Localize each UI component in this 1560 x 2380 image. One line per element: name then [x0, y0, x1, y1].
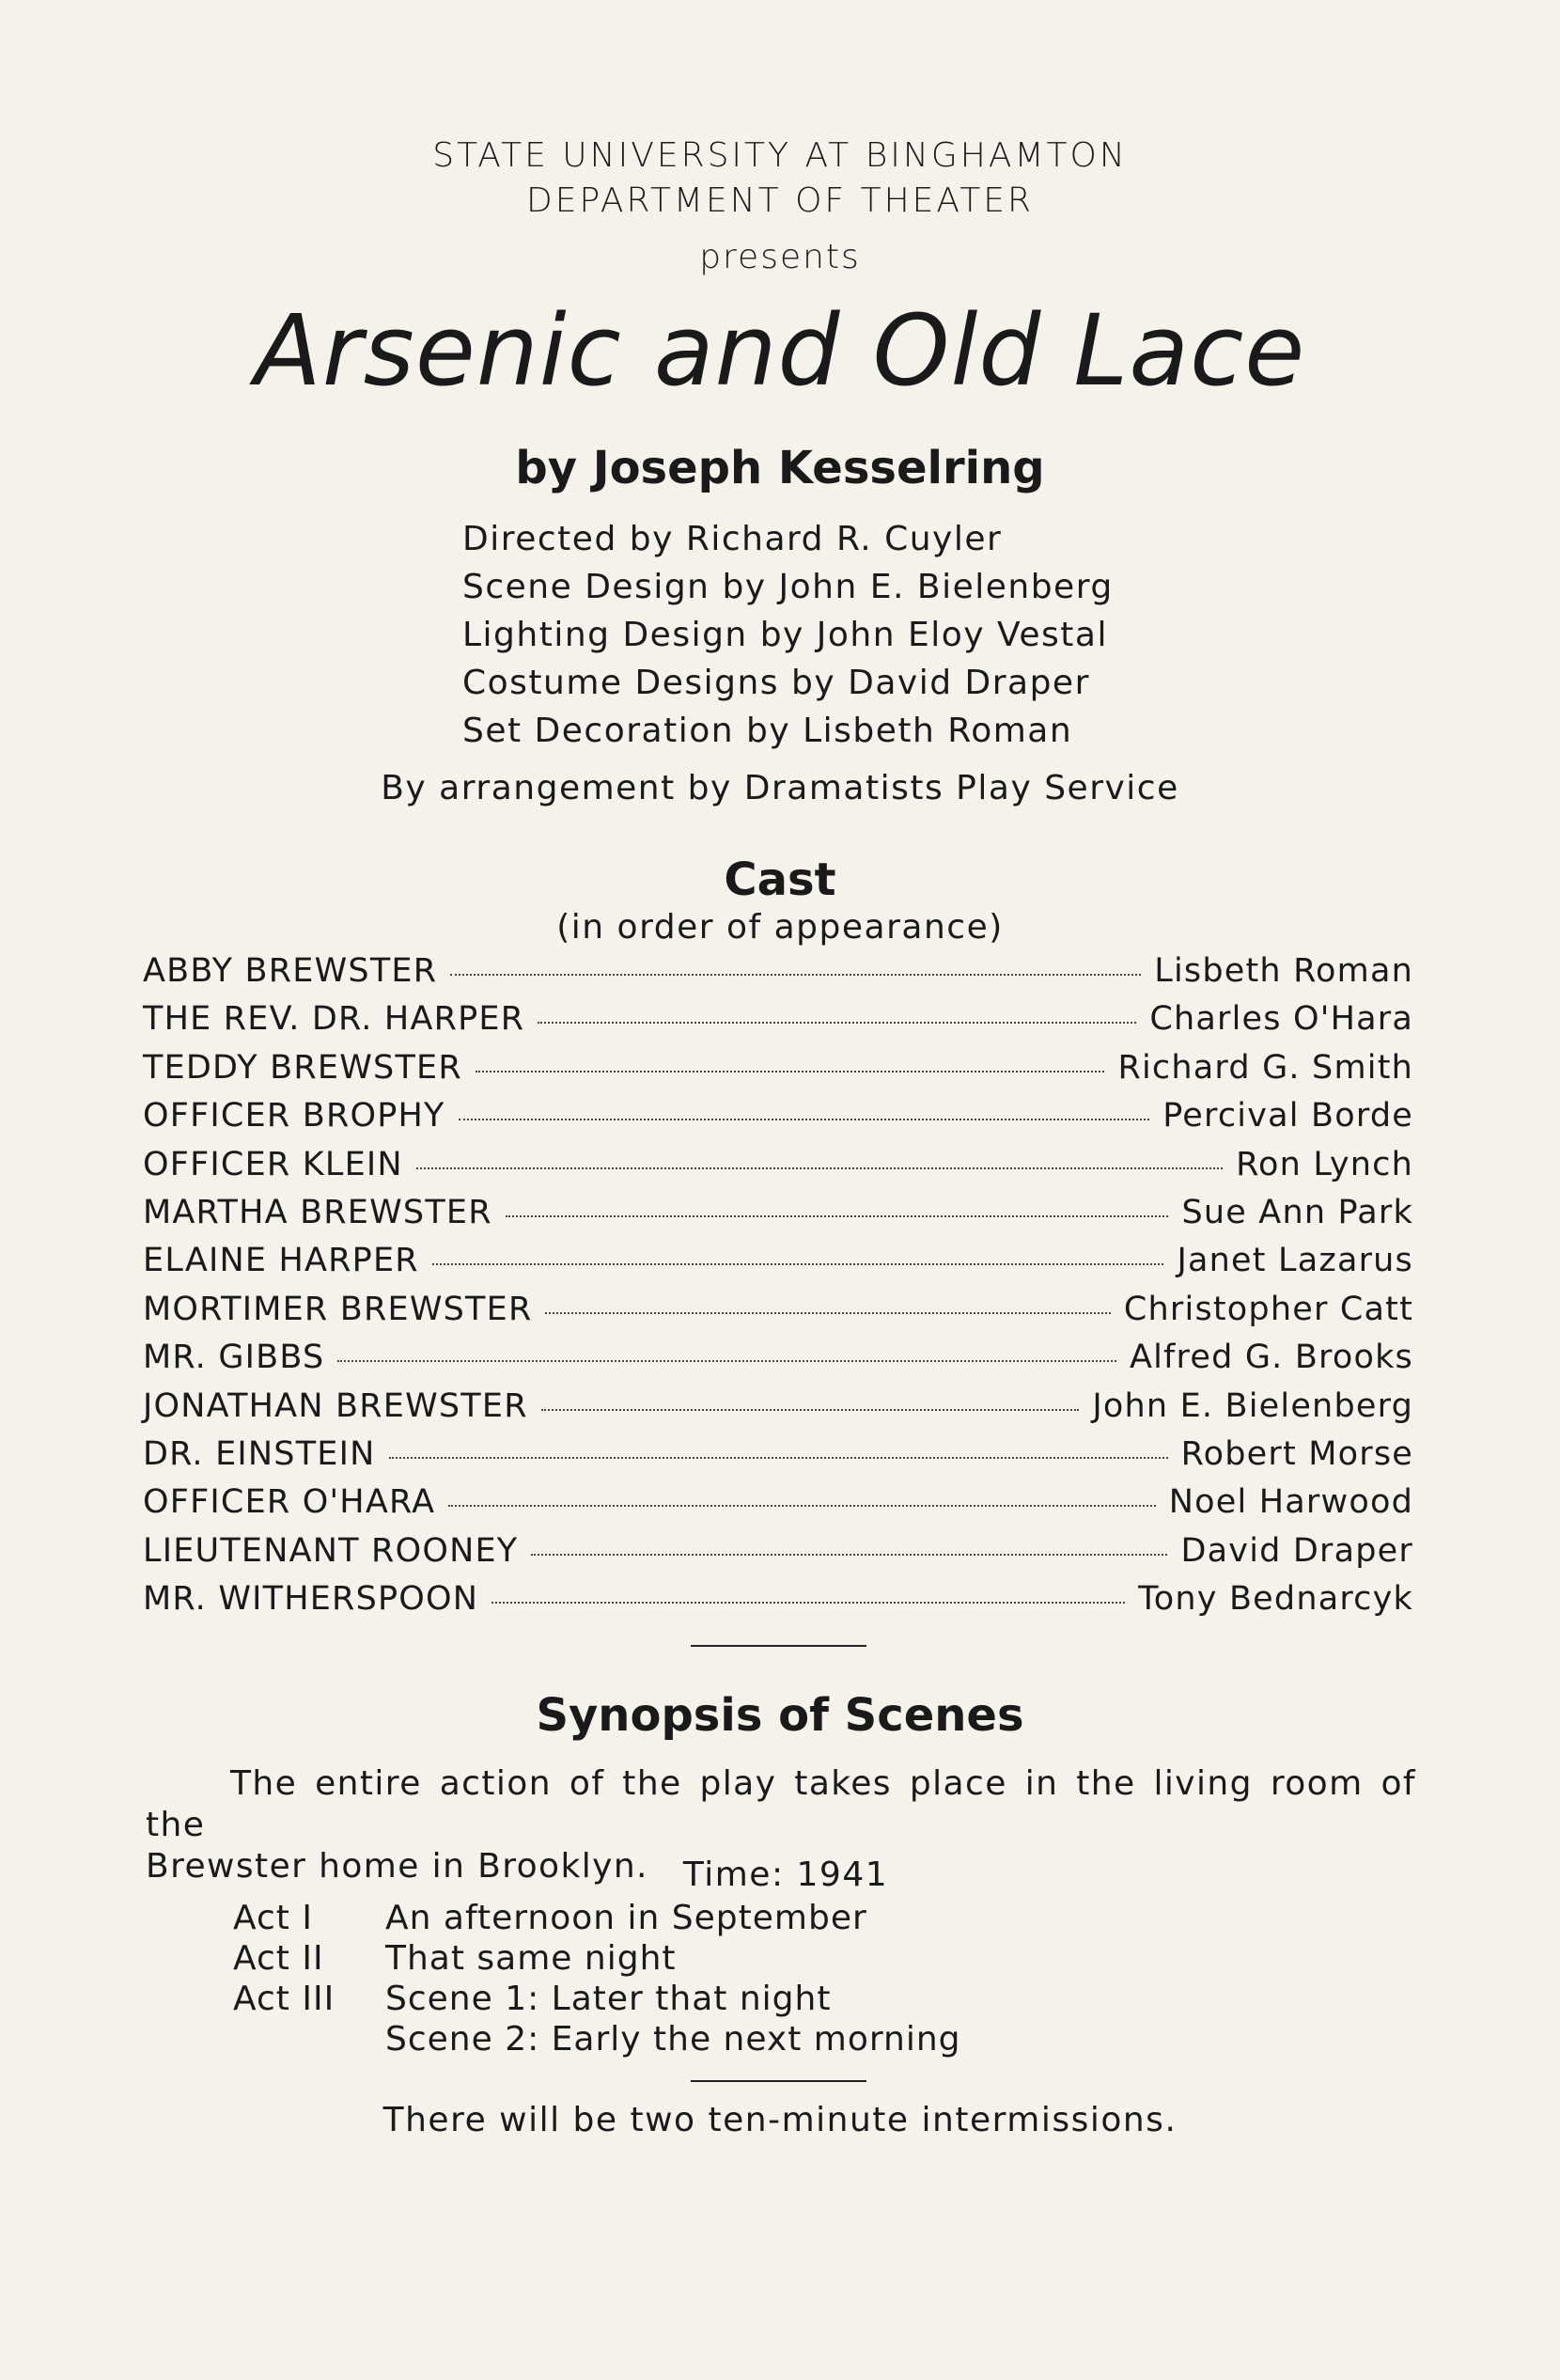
cast-row [143, 1580, 1413, 1628]
dot-leader [538, 1022, 1136, 1024]
cast-actor: Richard G. Smith [1117, 1048, 1413, 1087]
act-description: That same night [385, 1939, 677, 1978]
cast-row [143, 952, 1413, 1000]
credit-set-decoration: Set Decoration by Lisbeth Roman [462, 712, 1073, 750]
cast-role: ABBY BREWSTER [143, 952, 438, 990]
dot-leader [541, 1409, 1080, 1411]
cast-actor: David Draper [1180, 1531, 1413, 1570]
cast-row [143, 1532, 1413, 1580]
cast-actor: Sue Ann Park [1181, 1193, 1413, 1231]
cast-role: ELAINE HARPER [143, 1242, 419, 1280]
presents-text: presents [699, 238, 861, 276]
cast-role: DR. EINSTEIN [143, 1434, 376, 1473]
cast-actor: Noel Harwood [1168, 1483, 1413, 1522]
act-label: Act III [233, 1980, 335, 2018]
cast-row [143, 1097, 1413, 1145]
cast-list [143, 952, 1413, 1628]
dot-leader [432, 1263, 1164, 1265]
act-description: An afternoon in September [385, 1899, 867, 1937]
cast-role: OFFICER KLEIN [143, 1145, 403, 1183]
dot-leader [448, 1505, 1156, 1507]
cast-role: MARTHA BREWSTER [143, 1193, 492, 1231]
dot-leader [476, 1071, 1105, 1073]
credit-costume-design: Costume Designs by David Draper [462, 664, 1090, 702]
intermission-note: There will be two ten-minute intermissions. [382, 2101, 1178, 2139]
synopsis-heading: Synopsis of Scenes [536, 1689, 1024, 1742]
cast-role: JONATHAN BREWSTER [143, 1386, 528, 1425]
act-label: Act II [233, 1939, 324, 1978]
credit-lighting-design: Lighting Design by John Eloy Vestal [462, 616, 1108, 654]
cast-actor: Christopher Catt [1123, 1290, 1413, 1328]
cast-row [143, 1435, 1413, 1483]
act-label [233, 2020, 385, 2060]
act-label: Act I [233, 1899, 313, 1937]
divider-rule [691, 1645, 866, 1647]
play-author: by Joseph Kesselring [515, 442, 1045, 494]
cast-row [143, 1146, 1413, 1194]
act-list [233, 1899, 961, 2060]
play-title: Arsenic and Old Lace [254, 293, 1306, 408]
synopsis-line-1: The entire action of the play takes place in the living room of the [146, 1764, 1416, 1844]
cast-row [143, 1339, 1413, 1386]
cast-actor: Lisbeth Roman [1154, 952, 1413, 990]
dot-leader [450, 974, 1141, 976]
act-row [233, 2020, 961, 2060]
cast-actor: Charles O'Hara [1149, 1000, 1413, 1039]
cast-subheading: (in order of appearance) [556, 908, 1004, 947]
cast-role: MR. GIBBS [143, 1339, 325, 1377]
synopsis-line-2: Brewster home in Brooklyn. [146, 1847, 648, 1886]
act-description: Scene 1: Later that night [385, 1980, 832, 2018]
cast-heading: Cast [724, 853, 836, 906]
cast-row [143, 1291, 1413, 1339]
act-row [233, 1899, 961, 1939]
cast-actor: Janet Lazarus [1177, 1242, 1413, 1280]
cast-actor: Robert Morse [1180, 1434, 1413, 1473]
divider-rule [691, 2080, 866, 2082]
cast-row [143, 1049, 1413, 1097]
act-row [233, 1939, 961, 1980]
credit-scene-design: Scene Design by John E. Bielenberg [462, 568, 1114, 606]
dot-leader [337, 1360, 1116, 1362]
cast-actor: Ron Lynch [1236, 1145, 1413, 1183]
act-description: Scene 2: Early the next morning [385, 2020, 961, 2059]
arrangement-note: By arrangement by Dramatists Play Service [381, 769, 1179, 807]
synopsis-time: Time: 1941 [682, 1855, 889, 1894]
cast-actor: Alfred G. Brooks [1129, 1339, 1413, 1377]
cast-row [143, 1242, 1413, 1290]
cast-role: TEDDY BREWSTER [143, 1048, 462, 1087]
cast-role: OFFICER BROPHY [143, 1097, 445, 1135]
dot-leader [545, 1312, 1110, 1314]
cast-row [143, 1387, 1413, 1435]
production-credits [462, 515, 1308, 755]
act-row [233, 1980, 961, 2020]
cast-role: MR. WITHERSPOON [143, 1580, 479, 1619]
credit-director: Directed by Richard R. Cuyler [462, 520, 1003, 558]
dot-leader [491, 1602, 1125, 1604]
cast-role: LIEUTENANT ROONEY [143, 1531, 519, 1570]
department-name: DEPARTMENT OF THEATER [526, 181, 1034, 220]
dot-leader [459, 1119, 1150, 1120]
dot-leader [389, 1457, 1168, 1459]
cast-actor: Percival Borde [1162, 1097, 1413, 1135]
dot-leader [531, 1554, 1167, 1556]
cast-role: MORTIMER BREWSTER [143, 1290, 533, 1328]
university-name: STATE UNIVERSITY AT BINGHAMTON [432, 136, 1128, 175]
cast-actor: Tony Bednarcyk [1138, 1580, 1413, 1619]
dot-leader [506, 1215, 1169, 1217]
cast-actor: John E. Bielenberg [1092, 1386, 1413, 1425]
cast-role: THE REV. DR. HARPER [143, 1000, 525, 1039]
cast-row [143, 1483, 1413, 1531]
cast-row [143, 1000, 1413, 1048]
cast-row [143, 1194, 1413, 1242]
dot-leader [416, 1167, 1223, 1169]
cast-role: OFFICER O'HARA [143, 1483, 436, 1522]
